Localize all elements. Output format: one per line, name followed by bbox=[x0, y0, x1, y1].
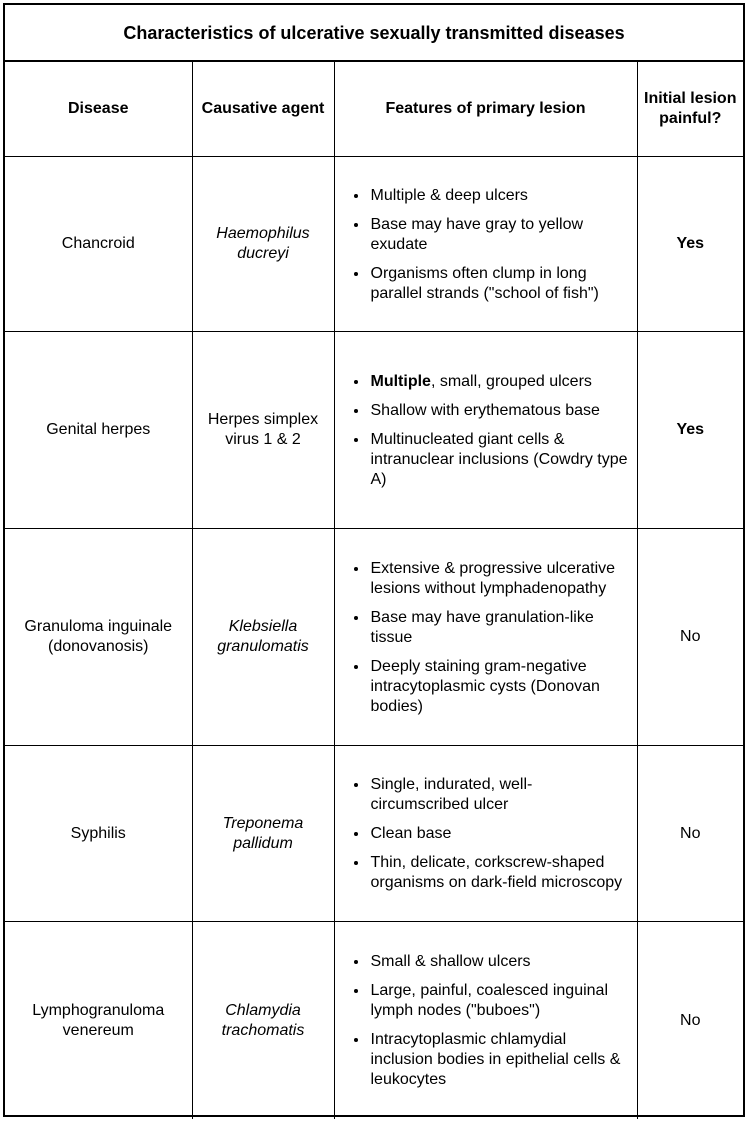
table-row-chancroid bbox=[5, 157, 743, 332]
features-list bbox=[335, 185, 629, 304]
feature-item: • Thin, delicate, corkscrew-shaped organisms on dark-field microscopy bbox=[369, 852, 629, 893]
disease-cell: Chancroid bbox=[5, 157, 192, 332]
feature-item: • Small & shallow ulcers bbox=[369, 951, 629, 972]
painful-cell: Yes bbox=[637, 157, 743, 332]
header-row bbox=[5, 61, 743, 157]
features-list bbox=[335, 951, 629, 1090]
painful-cell: Yes bbox=[637, 332, 743, 529]
painful-cell: No bbox=[637, 746, 743, 922]
features-cell bbox=[334, 529, 637, 746]
agent-cell: Herpes simplex virus 1 & 2 bbox=[192, 332, 334, 529]
painful-cell: No bbox=[637, 922, 743, 1120]
feature-item: • Organisms often clump in long parallel strands ("school of fish") bbox=[369, 263, 629, 304]
header-features: Features of primary lesion bbox=[334, 61, 637, 157]
disease-cell: Lymphogranuloma venereum bbox=[5, 922, 192, 1120]
agent-cell: Haemophilus ducreyi bbox=[192, 157, 334, 332]
painful-cell: No bbox=[637, 529, 743, 746]
agent-cell: Chlamydia trachomatis bbox=[192, 922, 334, 1120]
std-characteristics-table bbox=[5, 5, 743, 1119]
features-cell bbox=[334, 922, 637, 1120]
feature-item: • Single, indurated, well-circumscribed ulcer bbox=[369, 774, 629, 815]
features-cell bbox=[334, 332, 637, 529]
header-disease: Disease bbox=[5, 61, 192, 157]
feature-item bbox=[369, 371, 629, 392]
disease-cell: Syphilis bbox=[5, 746, 192, 922]
disease-cell: Genital herpes bbox=[5, 332, 192, 529]
agent-cell: Treponema pallidum bbox=[192, 746, 334, 922]
feature-item: • Deeply staining gram-negative intracytoplasmic cysts (Donovan bodies) bbox=[369, 656, 629, 717]
feature-bold-text: Multiple bbox=[370, 372, 431, 390]
features-list bbox=[335, 774, 629, 893]
feature-item: • Large, painful, coalesced inguinal lymph nodes ("buboes") bbox=[369, 980, 629, 1021]
table-title-row bbox=[5, 5, 743, 61]
table-title: Characteristics of ulcerative sexually transmitted diseases bbox=[5, 5, 743, 61]
feature-item: • Extensive & progressive ulcerative lesions without lymphadenopathy bbox=[369, 558, 629, 599]
feature-item: • Base may have gray to yellow exudate bbox=[369, 214, 629, 255]
features-list bbox=[335, 371, 629, 490]
header-painful: Initial lesion painful? bbox=[637, 61, 743, 157]
feature-item: • Multiple & deep ulcers bbox=[369, 185, 629, 206]
header-causative-agent: Causative agent bbox=[192, 61, 334, 157]
table-row-syphilis bbox=[5, 746, 743, 922]
table-row-lymphogranuloma-venereum bbox=[5, 922, 743, 1120]
feature-item: • Base may have granulation-like tissue bbox=[369, 607, 629, 648]
feature-item: • Shallow with erythematous base bbox=[369, 400, 629, 421]
feature-rest-text: , small, grouped ulcers bbox=[430, 372, 592, 390]
features-list bbox=[335, 558, 629, 717]
feature-item: • Intracytoplasmic chlamydial inclusion bodies in epithelial cells & leukocytes bbox=[369, 1029, 629, 1090]
features-cell bbox=[334, 746, 637, 922]
table-row-granuloma-inguinale bbox=[5, 529, 743, 746]
feature-item: • Multinucleated giant cells & intranuclear inclusions (Cowdry type A) bbox=[369, 429, 629, 490]
agent-cell: Klebsiella granulomatis bbox=[192, 529, 334, 746]
table-row-genital-herpes bbox=[5, 332, 743, 529]
features-cell bbox=[334, 157, 637, 332]
std-table-container bbox=[3, 3, 745, 1117]
disease-cell: Granuloma inguinale (donovanosis) bbox=[5, 529, 192, 746]
feature-item: • Clean base bbox=[369, 823, 629, 844]
